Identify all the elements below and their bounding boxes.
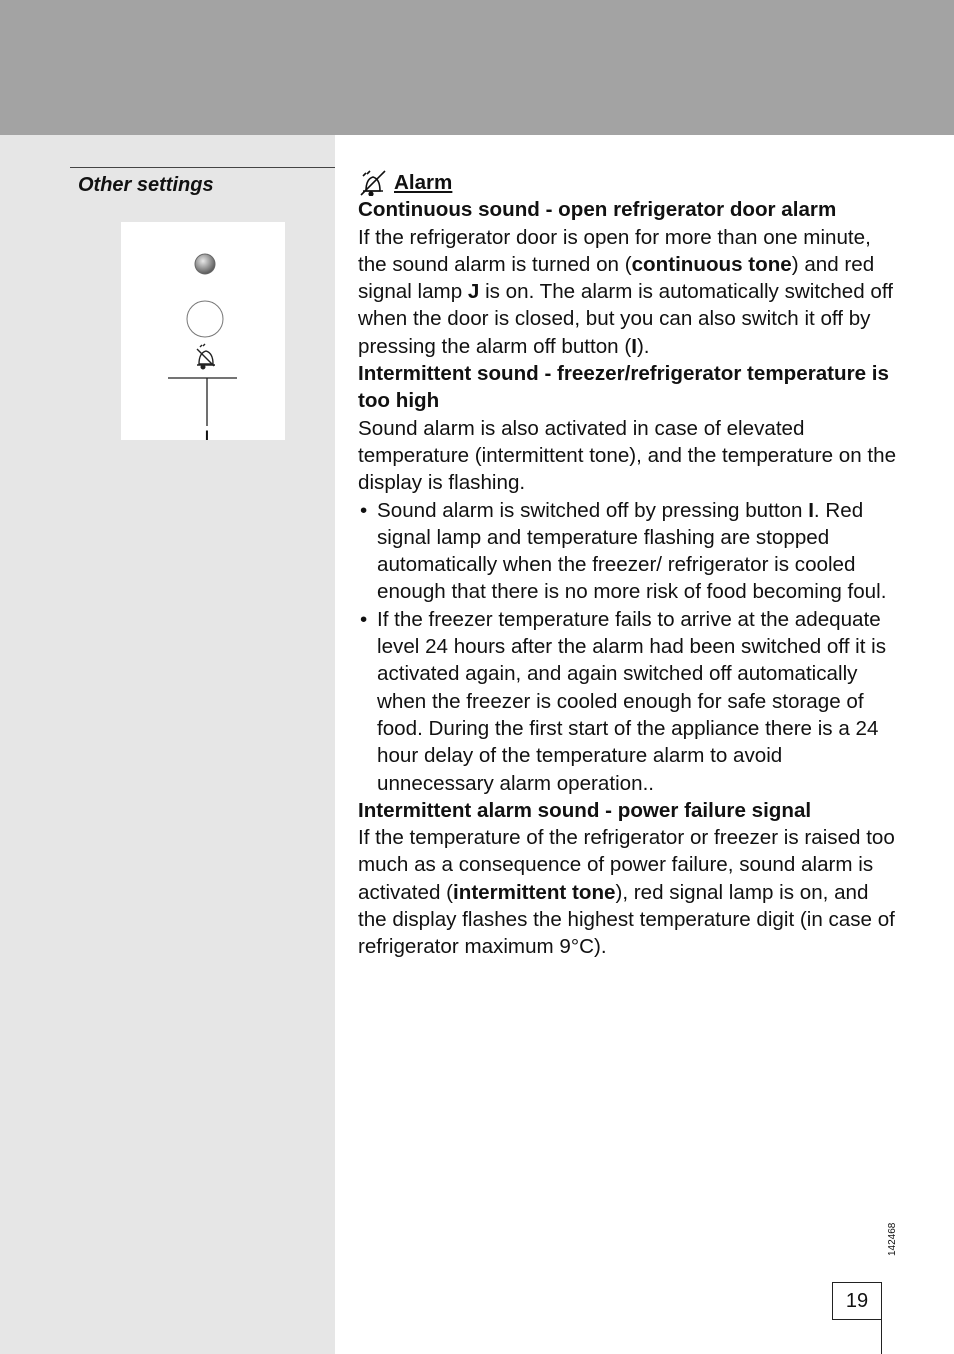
alarm-bell-off-icon (197, 344, 215, 369)
page-number-tick (881, 1320, 882, 1354)
alarm-content (358, 169, 898, 961)
continuous-sound-text: If the refrigerator door is open for more than one minute, the sound alarm is turned on (continuous tone) and red signal lamp J is on. The alarm is automatically switched off when the door is closed, but you can also switch it off by pressing the alarm off button (I). (358, 225, 893, 358)
power-failure-text: If the temperature of the refrigerator or freezer is raised too much as a consequence of power failure, sound alarm is activated (intermittent tone), red signal lamp is on, and the display flashes the highest temperature digit (in case of refrigerator maximum 9°C). (358, 826, 895, 959)
signal-lamp-j (195, 254, 215, 274)
intermittent-temperature-heading: Intermittent sound - freezer/refrigerator temperature is too high (358, 362, 889, 413)
alarm-off-icon (358, 170, 388, 196)
bullet-dot: • (360, 607, 368, 631)
bullet-item-freezer-delay: • If the freezer temperature fails to arrive at the adequate level 24 hours after the alarm had been switched off it is activated again, and again switched off automatically when the freezer is cooled enough for safe storage of food. During the first start of the appliance there is a 24 hour delay of the temperature alarm to avoid unnecessary alarm operation.. (360, 607, 887, 795)
power-failure-heading: Intermittent alarm sound - power failure signal (358, 798, 812, 822)
image-reference-code (883, 1218, 899, 1258)
button-label-i: I (205, 427, 209, 440)
section-title: Other settings (78, 174, 214, 196)
bullet-dot: • (360, 498, 368, 522)
top-header-band (0, 0, 954, 135)
alarm-title: Alarm (394, 171, 453, 194)
section-rule (70, 167, 335, 168)
bullet-item-button-off: • Sound alarm is switched off by pressing button I. Red signal lamp and temperature flashing are stopped automatically when the freezer/ refrigerator is cooled enough that there is no more risk of food becoming foul. (360, 498, 887, 604)
page-number: 19 (832, 1282, 882, 1320)
svg-text:142468: 142468 (887, 1222, 898, 1256)
intermittent-temperature-text: Sound alarm is also activated in case of elevated temperature (intermittent tone), and the temperature on the display is flashing. (358, 416, 897, 495)
alarm-heading (358, 169, 898, 196)
alarm-off-button[interactable] (187, 301, 223, 337)
control-panel-drawing (121, 222, 285, 440)
continuous-sound-heading: Continuous sound - open refrigerator door alarm (358, 198, 837, 222)
control-panel-illustration (121, 222, 285, 440)
